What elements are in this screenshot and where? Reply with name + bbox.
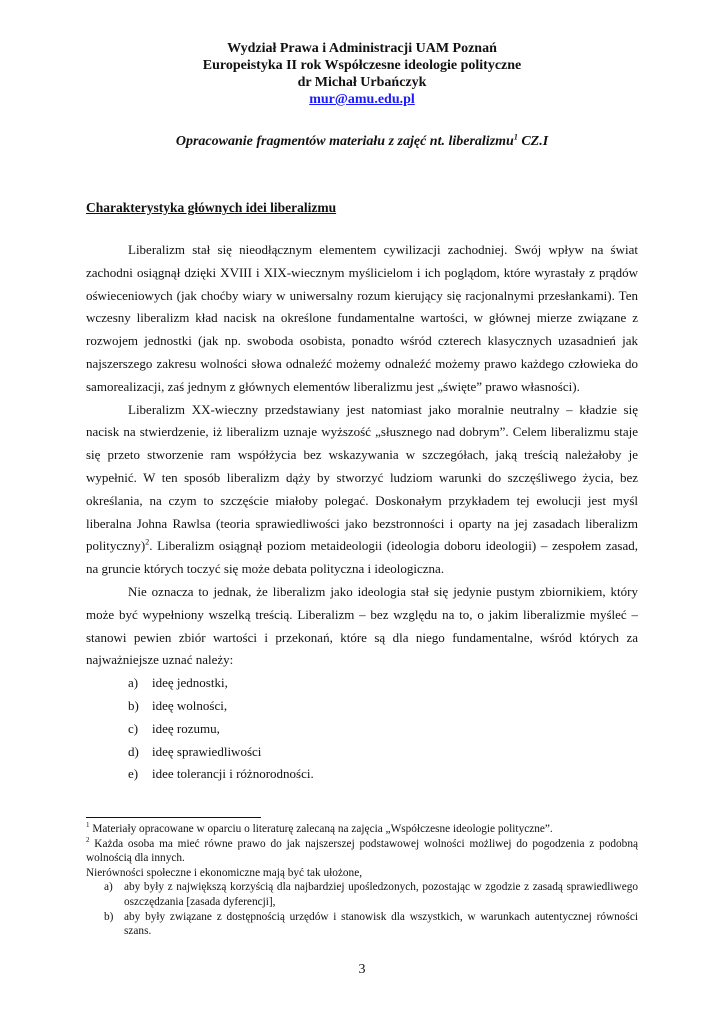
footnote-2-list [86,880,638,938]
title-text: Opracowanie fragmentów materiału z zajęć nt. liberalizmu [175,134,514,149]
footnote-2-number: 2 [86,835,90,844]
list-item-text: ideę sprawiedliwości [152,743,262,759]
document-header [86,40,638,108]
page-number: 3 [358,962,366,977]
list-item-text: idee tolerancji i różnorodności. [152,766,314,782]
list-item [86,741,638,764]
list-marker: b) [128,697,139,713]
list-marker: e) [128,766,139,782]
list-item [86,695,638,718]
list-item-text: ideę rozumu, [152,720,220,736]
paragraph-2 [86,399,638,581]
footnote-2 [86,837,638,866]
footnote-list-text: aby były związane z dostępnością urzędów i stanowisk dla wszystkich, w warunkach autentycznej równości szans. [124,910,638,938]
email-link[interactable]: mur@amu.edu.pl [309,92,415,107]
footnote-1-number: 1 [86,821,90,830]
paragraph-1: Liberalizm stał się nieodłącznym elementem cywilizacji zachodniej. Swój wpływ na świat zachodni osiągnął dzięki XVIII i XIX-wiecznym myślicielom i ich poglądom, które wyrastały z prądów oświeceniowych (jak choćby wiary w uniwersalny rozum kierujący się racjonalnymi przesłankami). Ten wczesny liberalizm kład nacisk na określone fundamentalne wartości, w głównej mierze związane z rozwojem jednostki (jak np. swoboda osobista, ponadto wśród czterech klasycznych uzasadnień jak najszerszego zakresu wolności słowa odnaleźć możemy odnaleźć możemy prawo każdego człowieka do samorealizacji, zaś jednym z głównych elementów liberalizmu jest „święte” prawo własności). [86,242,638,394]
paragraph-2-tail: . Liberalizm osiągnął poziom metaideologii (ideologia doboru ideologii) – zespołem zasad, na gruncie których toczyć się może debata polityczna i ideologiczna. [86,538,638,577]
footnote-1 [86,822,638,837]
footnote-2-text: Każda osoba ma mieć równe prawo do jak najszerszej podstawowej wolności możliwej do pogodzenia z podobną wolnością dla innych. [86,837,638,865]
footnote-1-text: Materiały opracowane w oparciu o literaturę zalecaną na zajęcia „Współczesne ideologie polityczne”. [89,823,553,835]
title-suffix: CZ.I [517,134,549,149]
paragraph-3: Nie oznacza to jednak, że liberalizm jako ideologia stał się jedynie pustym zbiornikiem, który może być wypełniony wszelką treścią. Liberalizm – bez względu na to, o jakim liberalizmie myśleć – stanowi pewien zbiór wartości i przekonań, które są dla niego fundamentalne, wśród których za najważniejsze uznać należy: [86,583,638,668]
list-marker: a) [128,675,139,691]
list-item [86,672,638,695]
list-marker: c) [128,720,139,736]
list-item-text: ideę jednostki, [152,675,228,691]
faculty-line: Wydział Prawa i Administracji UAM Poznań [227,41,497,56]
document-title [86,133,638,150]
body-text [86,239,638,786]
footnote-list-item [86,910,638,939]
footnote-list-marker: a) [104,881,113,894]
footnotes [86,822,638,939]
paragraph-2-main: Liberalizm XX-wieczny przedstawiany jest natomiast jako moralnie neutralny – kładzie się nacisk na stwierdzenie, iż liberalizm uznaje wyższość „słusznego nad dobrym”. Celem liberalizmu staje się przeto stworzenie ram współżycia bez wskazywania w szczegółach, jaką treścią należałoby je wypełnić. W ten sposób liberalizm dąży by stworzyć ludziom warunki do szczęśliwego życia, bez określania, na czym to szczęście miałoby polegać. Doskonałym przykładem tej ewolucji jest myśl liberalna Johna Rawlsa (teoria sprawiedliwości jako bezstronności i oparty na jej zasadach liberalizm polityczny) [86,401,638,554]
list-item [86,718,638,741]
ideas-list [86,672,638,786]
footnote-separator [86,817,261,818]
section-heading: Charakterystyka głównych idei liberalizmu [86,200,337,215]
footnote-list-text: aby były z największą korzyścią dla najbardziej upośledzonych, pozostając w zgodzie z zasadą sprawiedliwego oszczędzania [zasada dyferencji], [124,881,638,908]
course-line: Europeistyka II rok Współczesne ideologie polityczne [202,58,522,73]
author-line: dr Michał Urbańczyk [297,75,427,90]
paragraph-2-footnote-ref: 2 [145,538,150,548]
title-footnote-ref: 1 [513,132,518,142]
list-marker: d) [128,743,139,759]
footnote-2-continuation: Nierówności społeczne i ekonomiczne mają być tak ułożone, [86,866,363,879]
footnote-list-item [86,880,638,909]
list-item-text: ideę wolności, [152,697,228,713]
list-item [86,763,638,786]
footnote-list-marker: b) [104,910,114,923]
